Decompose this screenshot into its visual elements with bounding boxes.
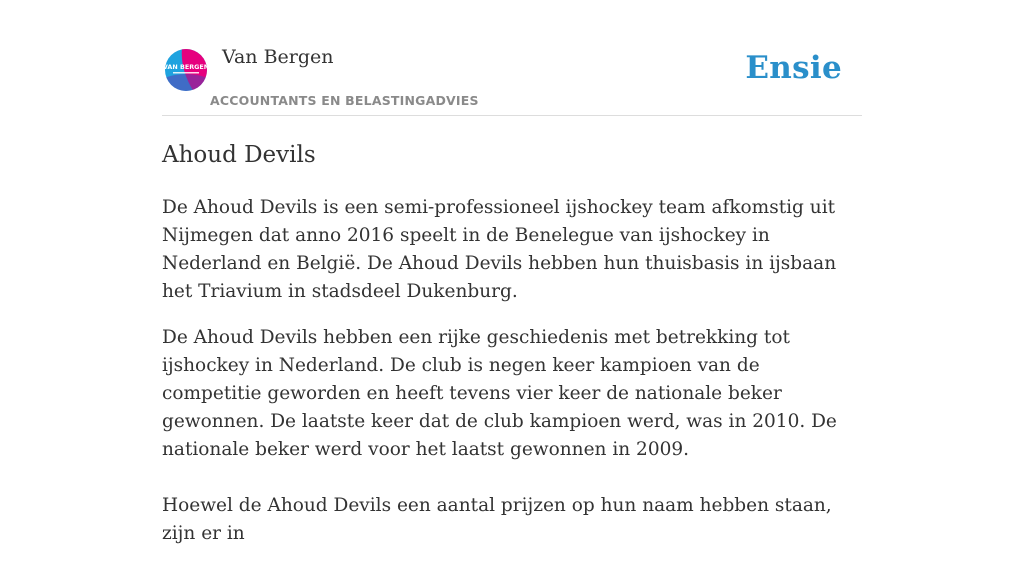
author-name[interactable]: Van Bergen bbox=[222, 46, 334, 68]
author-tagline: ACCOUNTANTS EN BELASTINGADVIES bbox=[210, 93, 479, 108]
article-paragraph: De Ahoud Devils hebben een rijke geschiedenis met betrekking tot ijshockey in Nederland. De club is negen keer kampioen van de competitie geworden en heeft tevens vier keer de nationale beker gewonnen. De laatste keer dat de club kampioen werd, was in 2010. De nationale beker werd voor het laatst gewonnen in 2009. bbox=[162, 327, 837, 460]
svg-text:VAN BERGEN: VAN BERGEN bbox=[162, 63, 210, 71]
article-title: Ahoud Devils bbox=[162, 142, 316, 168]
article-paragraph: De Ahoud Devils is een semi-professioneel ijshockey team afkomstig uit Nijmegen dat anno 2016 speelt in de Benelegue van ijshockey in Nederland en België. De Ahoud Devils hebben hun thuisbasis in ijsbaan het Triavium in stadsdeel Dukenburg. bbox=[162, 197, 837, 302]
article-paragraph: Hoewel de Ahoud Devils een aantal prijzen op hun naam hebben staan, zijn er in bbox=[162, 495, 832, 544]
author-logo[interactable] bbox=[164, 48, 208, 92]
brand-logo[interactable]: Ensie bbox=[745, 50, 842, 86]
header bbox=[162, 40, 862, 116]
article bbox=[162, 136, 862, 566]
logo-image bbox=[164, 48, 208, 92]
